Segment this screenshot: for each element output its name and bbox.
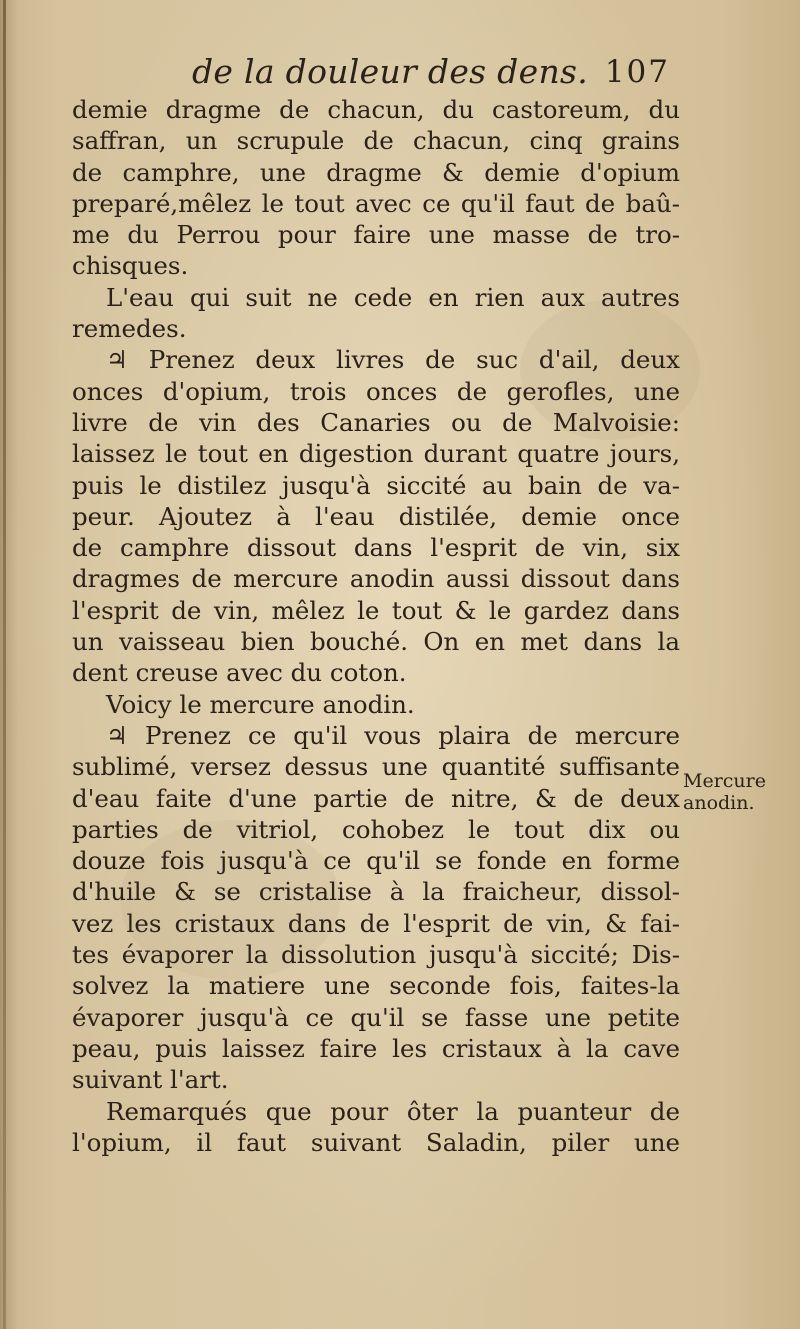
text-line: Voicy le mercure anodin. (106, 689, 415, 719)
text-line: peur. Ajoutez à l'eau distilée, demie once (72, 501, 680, 531)
margin-note-line: anodin. (683, 792, 755, 814)
text-line: évaporer jusqu'à ce qu'il se fasse une petite (72, 1002, 680, 1032)
page-gutter (3, 0, 6, 1329)
text-line: Remarqués que pour ôter la puanteur de (106, 1096, 680, 1126)
text-line: d'huile & se cristalise à la fraicheur, dissol- (72, 877, 680, 907)
text-line: un vaisseau bien bouché. On en met dans la (72, 627, 680, 657)
page-number: 107 (604, 54, 670, 90)
text-line: d'eau faite d'une partie de nitre, & de deux (72, 783, 680, 813)
text-line: suivant l'art. (72, 1065, 229, 1095)
text-line: sublimé, versez dessus une quantité suffisante (72, 752, 680, 782)
margin-note (683, 770, 798, 814)
running-title: de la douleur des dens. (192, 52, 589, 91)
page-header (150, 48, 670, 98)
text-line: dent creuse avec du coton. (72, 658, 407, 688)
text-line: L'eau qui suit ne cede en rien aux autres (106, 282, 680, 312)
text-line: saffran, un scrupule de chacun, cinq grains (72, 126, 680, 156)
text-line: preparé,mêlez le tout avec ce qu'il faut de baû- (72, 188, 680, 218)
text-line: onces d'opium, trois onces de gerofles, une (72, 376, 680, 406)
text-line: laissez le tout en digestion durant quatre jours, (72, 439, 680, 469)
text-line: tes évaporer la dissolution jusqu'à siccité; Dis- (72, 940, 680, 970)
text-line: demie dragme de chacun, du castoreum, du (72, 95, 680, 124)
text-line: livre de vin des Canaries ou de Malvoisie: (72, 407, 680, 437)
text-line: de camphre dissout dans l'esprit de vin, six (72, 533, 680, 563)
text-line: me du Perrou pour faire une masse de tro- (72, 220, 680, 250)
text-line: l'esprit de vin, mêlez le tout & le gardez dans (72, 595, 680, 625)
margin-note-line: Mercure (683, 770, 766, 792)
text-line: de camphre, une dragme & demie d'opium (72, 157, 680, 187)
text-line: douze fois jusqu'à ce qu'il se fonde en forme (72, 846, 680, 876)
text-line: dragmes de mercure anodin aussi dissout dans (72, 564, 680, 594)
text-line: ♃ Prenez ce qu'il vous plaira de mercure (106, 720, 680, 750)
body-text (72, 94, 680, 1158)
text-line: remedes. (72, 314, 187, 344)
text-line: peau, puis laissez faire les cristaux à la cave (72, 1033, 680, 1063)
text-line: puis le distilez jusqu'à siccité au bain de va- (72, 470, 680, 500)
text-line: vez les cristaux dans de l'esprit de vin, & fai- (72, 908, 680, 938)
text-line: ♃ Prenez deux livres de suc d'ail, deux (106, 345, 680, 375)
text-line: solvez la matiere une seconde fois, faites-la (72, 971, 680, 1001)
text-line: l'opium, il faut suivant Saladin, piler une (72, 1127, 680, 1157)
text-line: chisques. (72, 251, 189, 281)
text-line: parties de vitriol, cohobez le tout dix ou (72, 814, 680, 844)
